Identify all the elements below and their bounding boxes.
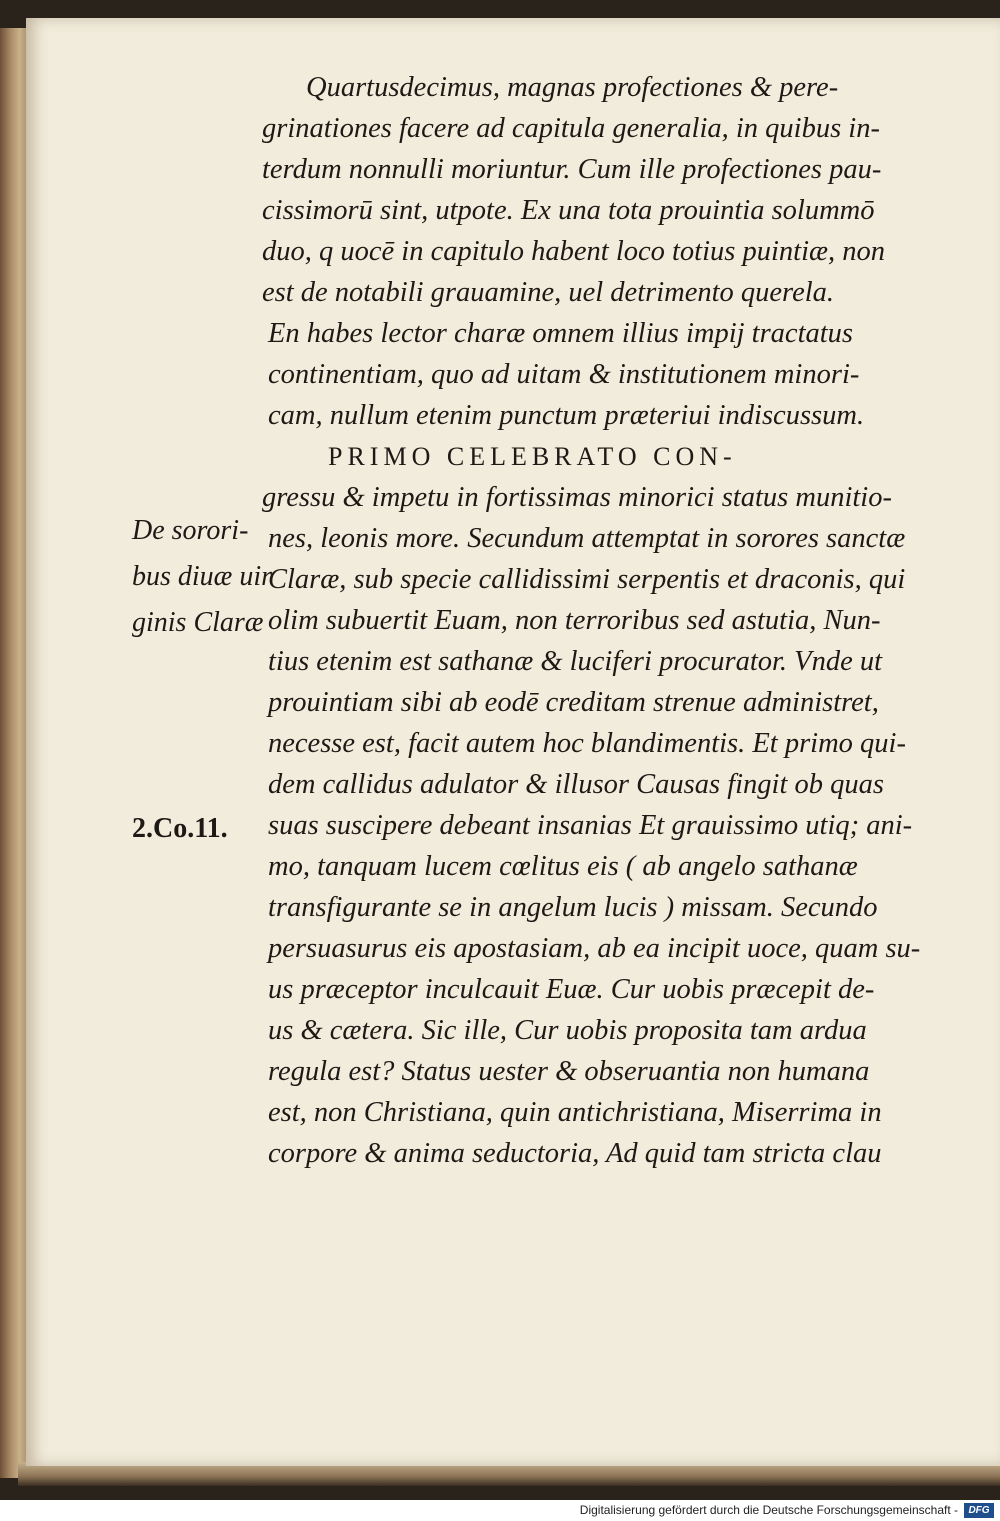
section-heading: PRIMO CELEBRATO CON- (328, 442, 737, 471)
text-line: terdum nonnulli moriuntur. Cum ille profectiones pau- (262, 154, 882, 185)
text-line: us præceptor inculcauit Euæ. Cur uobis præcepit de- (268, 974, 875, 1005)
text-line: nes, leonis more. Secundum attemptat in sorores sanctæ (268, 523, 906, 554)
text-line: necesse est, facit autem hoc blandimentis. Et primo qui- (268, 728, 906, 759)
text-line: duo, q uocē in capitulo habent loco totius puintiæ, non (262, 236, 885, 267)
text-line: gressu & impetu in fortissimas minorici status munitio- (262, 482, 892, 513)
text-line: olim subuertit Euam, non terroribus sed astutia, Nun- (268, 605, 881, 636)
text-line: En habes lector charæ omnem illius impij tractatus (268, 318, 854, 349)
footer-bar (0, 1500, 1000, 1521)
text-line: prouintiam sibi ab eodē creditam strenue administret, (268, 687, 879, 718)
funding-note: Digitalisierung gefördert durch die Deutsche Forschungsgemeinschaft - (579, 1503, 958, 1517)
text-line: suas suscipere debeant insanias Et grauissimo utiq; ani- (268, 810, 913, 841)
text-line: transfigurante se in angelum lucis ) missam. Secundo (268, 892, 878, 923)
margin-note-line: ginis Claræ (132, 607, 264, 638)
text-line: Quartusdecimus, magnas profectiones & pere- (306, 72, 839, 103)
text-line: us & cætera. Sic ille, Cur uobis proposita tam ardua (268, 1015, 867, 1046)
text-line: est, non Christiana, quin antichristiana, Miserrima in (268, 1097, 882, 1128)
book-page (26, 18, 1000, 1466)
dfg-logo: DFG (964, 1503, 994, 1518)
margin-note-corinthians: 2.Co.11. (132, 813, 228, 844)
text-line: cissimorū sint, utpote. Ex una tota prouintia solummō (262, 195, 875, 226)
text-line: est de notabili grauamine, uel detrimento querela. (262, 277, 835, 308)
page-edge-left (0, 28, 26, 1478)
text-line: corpore & anima seductoria, Ad quid tam stricta clau (268, 1138, 882, 1169)
text-line: Claræ, sub specie callidissimi serpentis et draconis, qui (268, 564, 906, 595)
text-line: dem callidus adulator & illusor Causas fingit ob quas (268, 769, 884, 800)
text-line: regula est? Status uester & obseruantia non humana (268, 1056, 870, 1087)
text-line: cam, nullum etenim punctum præteriui indiscussum. (268, 400, 865, 431)
text-line: persuasurus eis apostasiam, ab ea incipit uoce, quam su- (268, 933, 921, 964)
text-line: mo, tanquam lucem cœlitus eis ( ab angelo sathanæ (268, 851, 858, 882)
margin-note-sorores (132, 508, 272, 646)
text-line: tius etenim est sathanæ & luciferi procurator. Vnde ut (268, 646, 883, 677)
text-line: continentiam, quo ad uitam & institutionem minori- (268, 359, 860, 390)
margin-note-line: bus diuæ uir (132, 561, 273, 592)
margin-note-line: De sorori- (132, 515, 249, 546)
text-line: grinationes facere ad capitula generalia, in quibus in- (262, 113, 880, 144)
